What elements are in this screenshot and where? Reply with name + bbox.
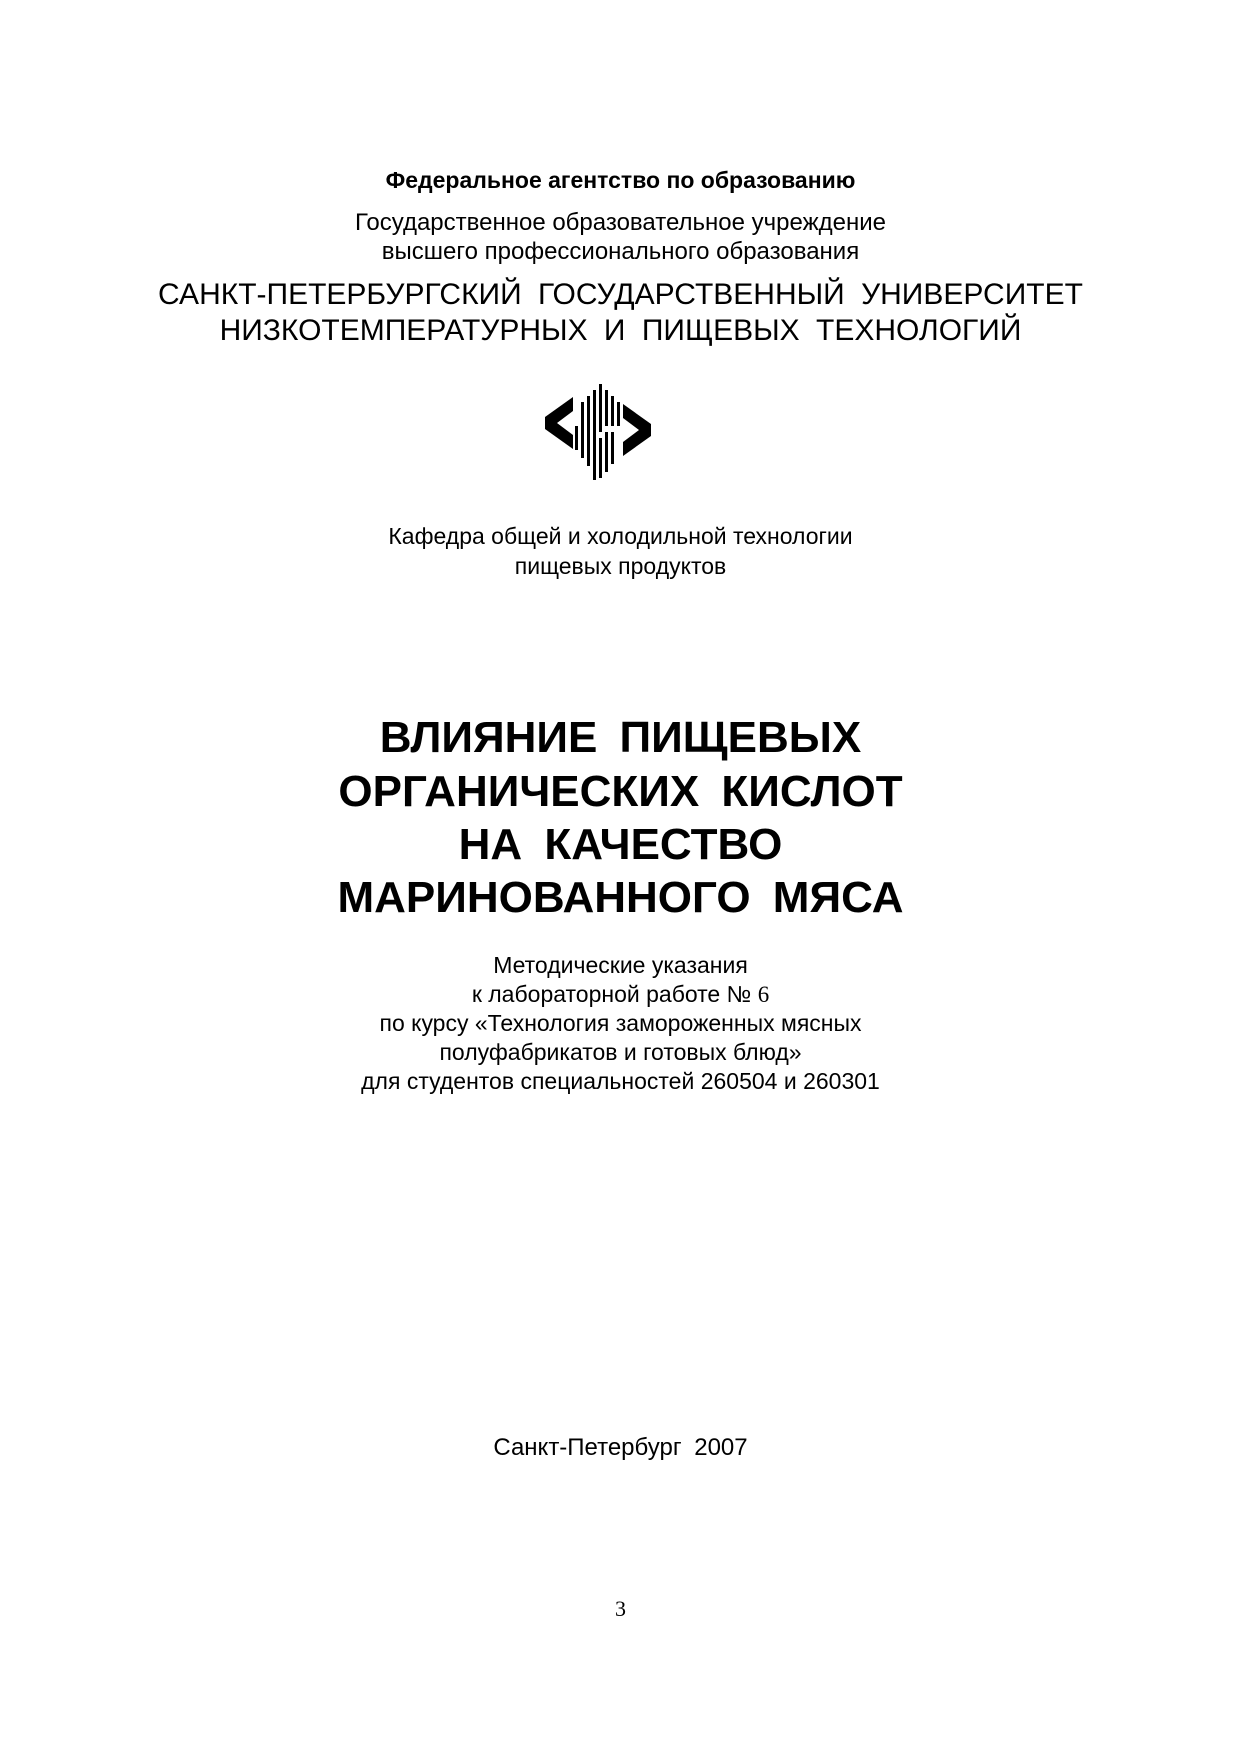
department-line-2: пищевых продуктов: [514, 553, 727, 579]
lab-work-label: к лабораторной работе №: [471, 981, 758, 1007]
document-title-line-2: ОРГАНИЧЕСКИХ КИСЛОТ: [338, 767, 903, 816]
document-title-line-4: МАРИНОВАННОГО МЯСА: [337, 873, 904, 922]
lab-work-number: 6: [757, 982, 770, 1007]
page-number: 3: [615, 1596, 626, 1621]
department-line-1: Кафедра общей и холодильной технологии: [388, 523, 853, 549]
university-emblem-icon: [543, 380, 653, 485]
subtitle-line-2: [0, 983, 1241, 1006]
institution-line-1: Государственное образовательное учреждение: [355, 209, 886, 236]
document-title-line-3: НА КАЧЕСТВО: [458, 820, 783, 869]
subtitle-line-5: для студентов специальностей 260504 и 260301: [361, 1068, 880, 1094]
document-title-line-1: ВЛИЯНИЕ ПИЩЕВЫХ: [379, 713, 862, 762]
agency-name: Федеральное агентство по образованию: [385, 167, 856, 193]
city-year: Санкт-Петербург 2007: [493, 1434, 748, 1461]
university-name-line-2: НИЗКОТЕМПЕРАТУРНЫХ И ПИЩЕВЫХ ТЕХНОЛОГИЙ: [219, 314, 1022, 347]
institution-line-2: высшего профессионального образования: [381, 238, 860, 265]
subtitle-line-3: по курсу «Технология замороженных мясных: [379, 1010, 862, 1036]
university-name-line-1: САНКТ-ПЕТЕРБУРГСКИЙ ГОСУДАРСТВЕННЫЙ УНИВЕРСИТЕТ: [158, 278, 1083, 311]
subtitle-line-4: полуфабрикатов и готовых блюд»: [439, 1039, 802, 1065]
subtitle-line-1: Методические указания: [493, 952, 748, 978]
